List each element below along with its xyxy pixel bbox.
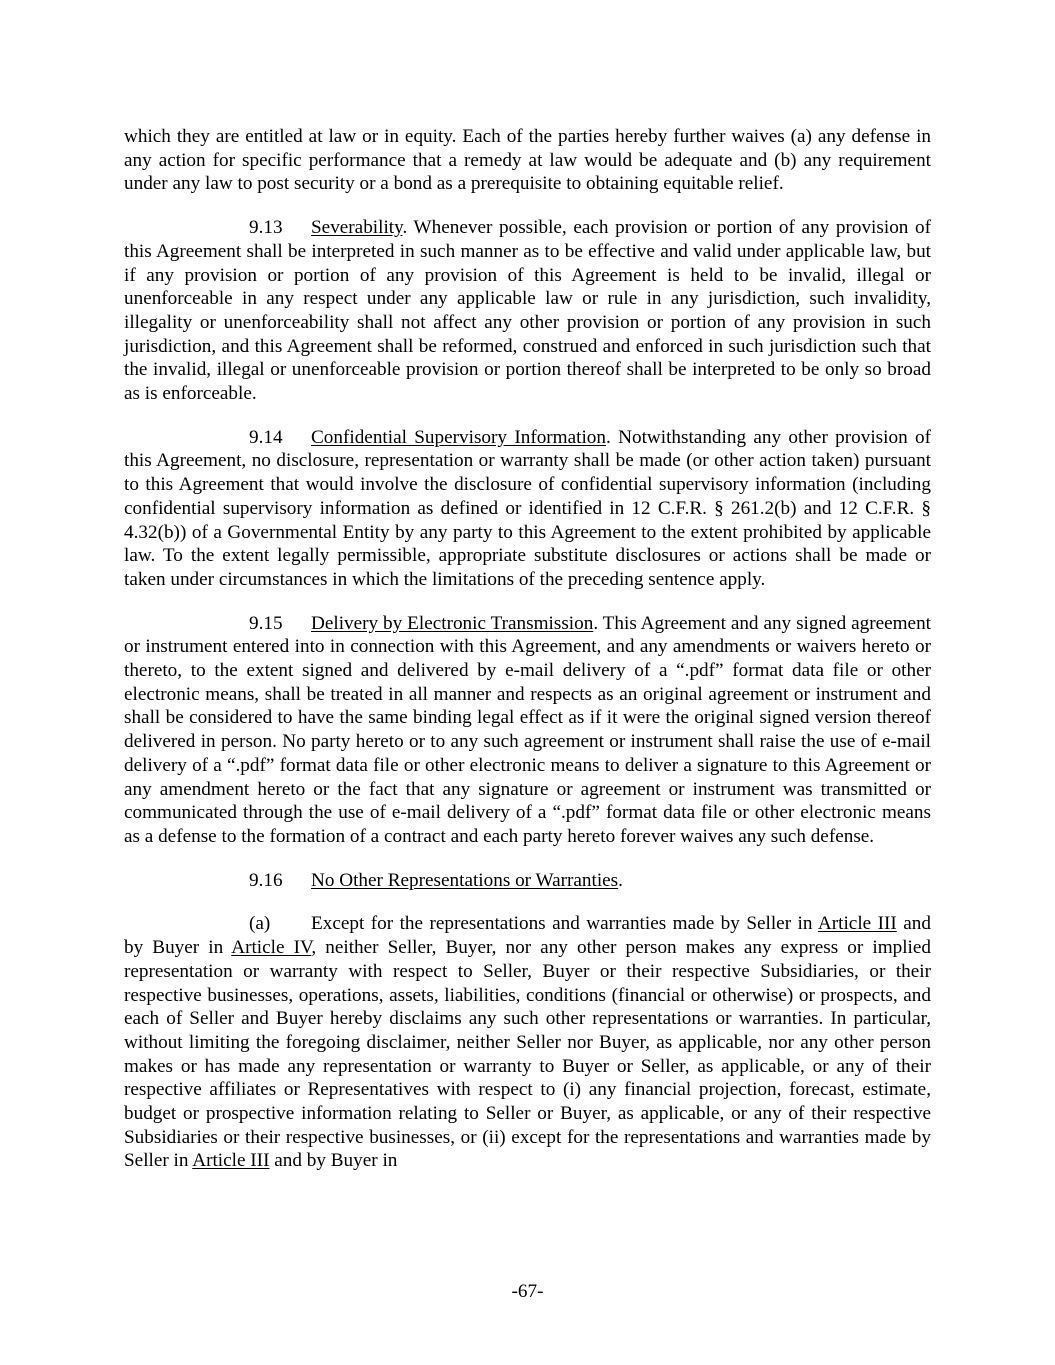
- subsection-a: (a) Except for the representations and warranties made by Seller in Article III and by Buyer in Article IV, neither Seller, Buyer, nor any other person makes any express or implied representation or warranty with respect to Seller, Buyer or their respective Subsidiaries, or their respective businesses, operations, assets, liabilities, conditions (financial or otherwise) or prospects, and each of Seller and Buyer hereby disclaims any such other representations or warranties. In particular, without limiting the foregoing disclaimer, neither Seller nor Buyer, as applicable, nor any other person makes or has made any representation or warranty to Buyer or Seller, as applicable, or any of their respective affiliates or Representatives with respect to (i) any financial projection, forecast, estimate, budget or prospective information relating to Seller or Buyer, as applicable, or any of their respective Subsidiaries or their respective businesses, or (ii) except for the representations and warranties made by Seller in Article III and by Buyer in: [124, 913, 931, 1172]
- section-9-13: 9.13 Severability. Whenever possible, each provision or portion of any provision of this Agreement shall be interpreted in such manner as to be effective and valid under applicable law, but if any provision or portion of any provision of this Agreement is held to be invalid, illegal or unenforceable in any respect under any applicable law or rule in any jurisdiction, such invalidity, illegality or unenforceability shall not affect any other provision or portion of any provision in such jurisdiction, and this Agreement shall be reformed, construed and enforced in such jurisdiction such that the invalid, illegal or unenforceable provision or portion thereof shall be interpreted to be only so broad as is enforceable.: [124, 217, 931, 405]
- section-body: Whenever possible, each provision or portion of any provision of this Agreement shall be interpreted in such manner as to be effective and valid under applicable law, but if any provision or portion of any provision of this Agreement is held to be invalid, illegal or unenforceable in any respect under any applicable law or rule in any jurisdiction, such invalidity, illegality or unenforceability shall not affect any other provision or portion of any provision in such jurisdiction, and this Agreement shall be reformed, construed and enforced in such jurisdiction such that the invalid, illegal or unenforceable provision or portion thereof shall be interpreted to be only so broad as is enforceable.: [124, 217, 931, 405]
- section-9-14: 9.14 Confidential Supervisory Information. Notwithstanding any other provision of this Agreement, no disclosure, representation or warranty shall be made (or other action taken) pursuant to this Agreement that would involve the disclosure of confidential supervisory information (including confidential supervisory information as defined or identified in 12 C.F.R. § 261.2(b) and 12 C.F.R. § 4.32(b)) of a Governmental Entity by any party to this Agreement to the extent prohibited by applicable law. To the extent legally permissible, appropriate substitute disclosures or actions shall be made or taken under circumstances in which the limitations of the preceding sentence apply.: [124, 426, 931, 590]
- section-number: 9.13: [249, 217, 283, 239]
- section-number: 9.15: [249, 612, 283, 634]
- section-body: Notwithstanding any other provision of this Agreement, no disclosure, representation or warranty shall be made (or other action taken) pursuant to this Agreement that would involve the disclosure of confidential supervisory information (including confidential supervisory information as defined or identified in 12 C.F.R. § 261.2(b) and 12 C.F.R. § 4.32(b)) of a Governmental Entity by any party to this Agreement to the extent prohibited by applicable law. To the extent legally permissible, appropriate substitute disclosures or actions shall be made or taken under circumstances in which the limitations of the preceding sentence apply.: [124, 426, 931, 590]
- section-number: 9.16: [249, 869, 283, 891]
- page-number: -67-: [511, 1281, 544, 1302]
- section-heading: Delivery by Electronic Transmission: [311, 612, 594, 634]
- article-reference: Article IV: [231, 937, 312, 959]
- article-reference: Article III: [817, 913, 897, 935]
- section-number: 9.14: [249, 426, 283, 448]
- intro-paragraph: which they are entitled at law or in equity. Each of the parties hereby further waives (a) any defense in any action for specific performance that a remedy at law would be adequate and (b) any requirement under any law to post security or a bond as a prerequisite to obtaining equitable relief.: [124, 126, 931, 195]
- section-body: This Agreement and any signed agreement or instrument entered into in connection with this Agreement, and any amendments or waivers hereto or thereto, to the extent signed and delivered by e-mail delivery of a “.pdf” format data file or other electronic means, shall be treated in all manner and respects as an original agreement or instrument and shall be considered to have the same binding legal effect as if it were the original signed version thereof delivered in person. No party hereto or to any such agreement or instrument shall raise the use of e-mail delivery of a “.pdf” format data file or other electronic means to deliver a signature to this Agreement or any amendment hereto or the fact that any signature or agreement or instrument was transmitted or communicated through the use of e-mail delivery of a “.pdf” format data file or other electronic means as a defense to the formation of a contract and each party hereto forever waives any such defense.: [124, 612, 931, 847]
- section-heading: No Other Representations or Warranties: [311, 869, 619, 891]
- document-page: [124, 125, 931, 1193]
- article-reference: Article III: [192, 1150, 270, 1172]
- section-9-15: 9.15 Delivery by Electronic Transmission. This Agreement and any signed agreement or instrument entered into in connection with this Agreement, and any amendments or waivers hereto or thereto, to the extent signed and delivered by e-mail delivery of a “.pdf” format data file or other electronic means, shall be treated in all manner and respects as an original agreement or instrument and shall be considered to have the same binding legal effect as if it were the original signed version thereof delivered in person. No party hereto or to any such agreement or instrument shall raise the use of e-mail delivery of a “.pdf” format data file or other electronic means to deliver a signature to this Agreement or any amendment hereto or the fact that any signature or agreement or instrument was transmitted or communicated through the use of e-mail delivery of a “.pdf” format data file or other electronic means as a defense to the formation of a contract and each party hereto forever waives any such defense.: [124, 612, 931, 847]
- section-heading: Confidential Supervisory Information: [311, 426, 606, 448]
- section-9-16: 9.16 No Other Representations or Warranties.: [249, 869, 623, 891]
- section-heading: Severability: [311, 217, 403, 239]
- subsection-label: (a): [249, 913, 271, 935]
